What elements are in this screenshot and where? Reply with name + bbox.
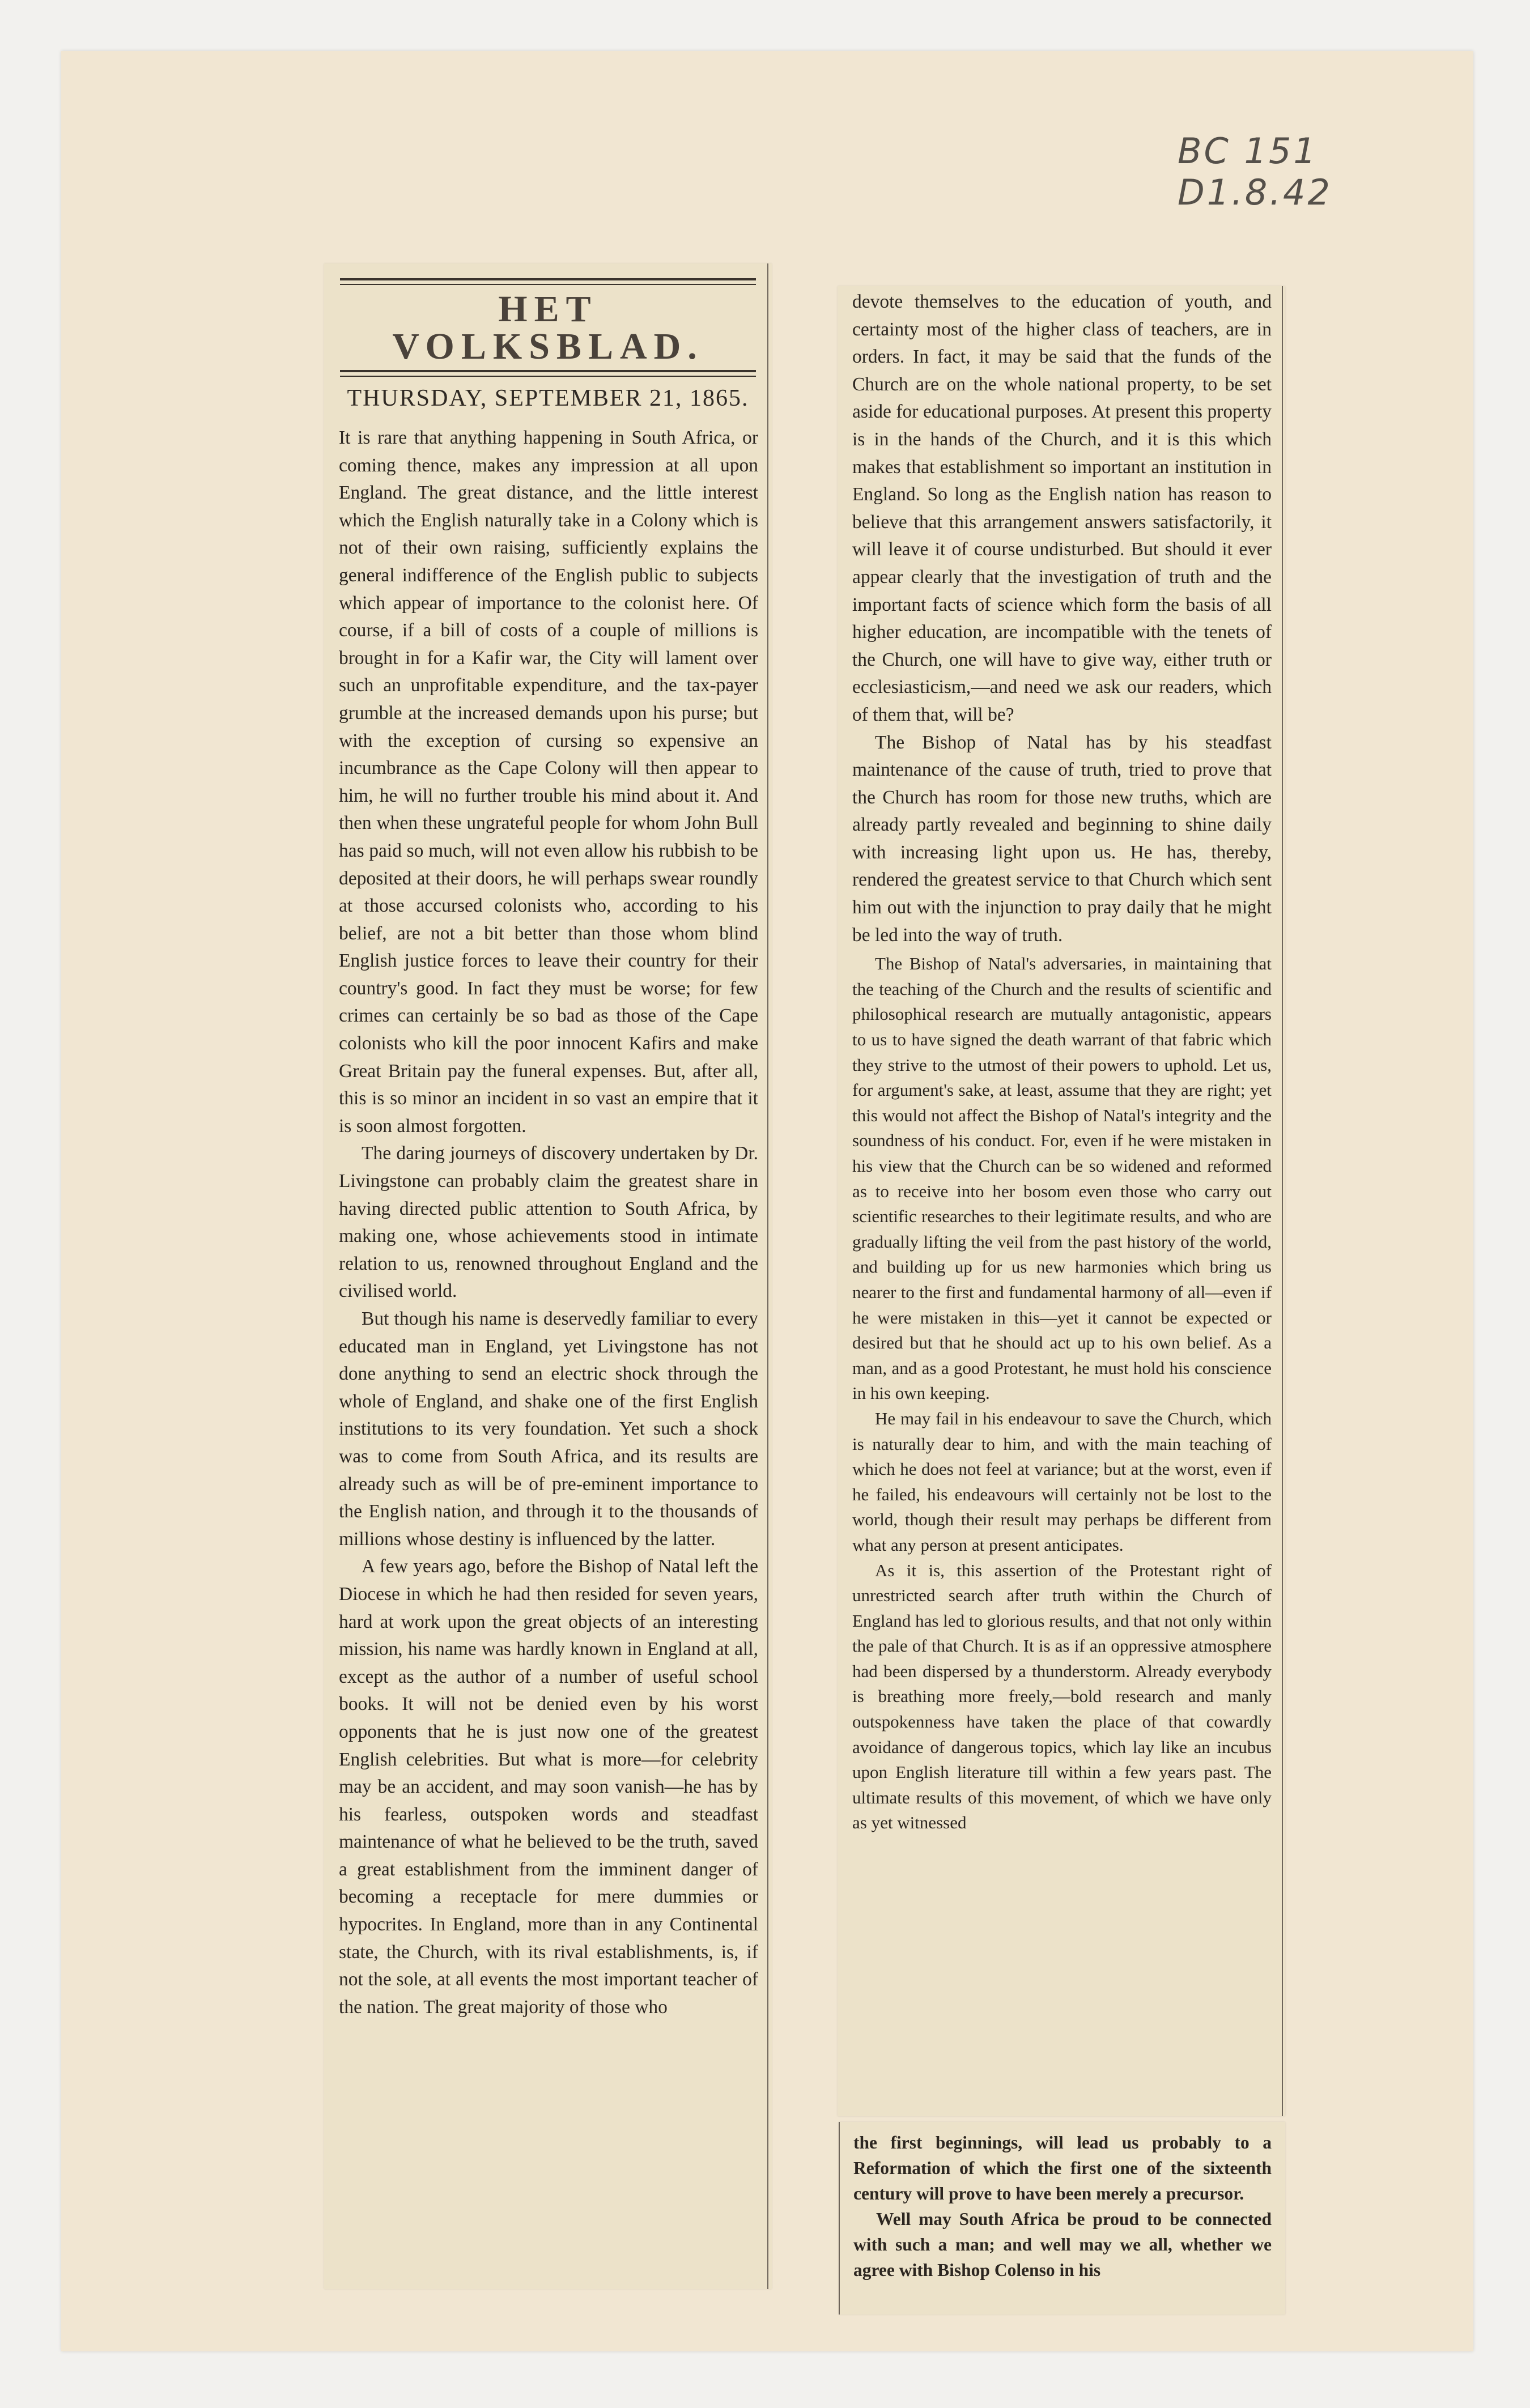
newspaper-title: HET VOLKSBLAD. bbox=[392, 288, 704, 367]
masthead-top-rule bbox=[340, 278, 756, 285]
clipping-left-column bbox=[324, 263, 772, 2289]
paragraph: devote themselves to the education of youth, and certainty most of the higher class of teachers, are in orders. In fact, it may be said that the funds of the Church are on the whole national property, to be set aside for educational purposes. At present this property is in the hands of the Church, and it is this which makes that establishment so important an institution in England. So long as the English nation has reason to believe that this arrangement answers satisfactorily, it will leave it of course undisturbed. But should it ever appear clearly that the investigation of truth and the important facts of science which form the basis of all higher education, are incompatible with the tenets of the Church, one will have to give way, either truth or ecclesiasticism,—and need we ask our readers, which of them that, will be? bbox=[852, 291, 1272, 725]
column-edge-rule bbox=[1282, 286, 1283, 2116]
right-column-text-lower bbox=[838, 949, 1285, 1836]
clipping-right-column bbox=[838, 286, 1285, 2116]
paragraph: The Bishop of Natal has by his steadfast maintenance of the cause of truth, tried to prove that the Church has room for those new truths, which are already partly revealed and beginning to shine daily with increasing light upon us. He has, thereby, rendered the greatest service to that Church which sent him out with the injunction to pray daily that he might be led into the way of truth. bbox=[852, 731, 1272, 946]
paragraph: the first beginnings, will lead us probably to a Reformation of which the first one of the sixteenth century will prove to have been merely a precursor. bbox=[853, 2133, 1272, 2203]
column-edge-rule bbox=[839, 2122, 840, 2315]
dateline: THURSDAY, SEPTEMBER 21, 1865. bbox=[347, 385, 749, 411]
paragraph: The daring journeys of discovery undertaken by Dr. Livingstone can probably claim the greatest share in having directed public attention to South Africa, by making one, whose achievements stood in intimate relation to us, renowned throughout England and the civilised world. bbox=[339, 1143, 758, 1302]
clipping-continuation bbox=[839, 2122, 1285, 2315]
continuation-text bbox=[839, 2122, 1285, 2283]
paragraph: As it is, this assertion of the Protestant right of unrestricted search after truth within the Church of England has led to glorious results, and that not only within the pale of that Church. It is as if an oppressive atmosphere had been dispersed by a thunderstorm. Already everybody is breathing more freely,—bold research and manly outspokenness have taken the place of that cowardly avoidance of dangerous topics, which lay like an incubus upon English literature till within a few years past. The ultimate results of this movement, of which we have only as yet witnessed bbox=[852, 1560, 1272, 1833]
paragraph: He may fail in his endeavour to save the Church, which is naturally dear to him, and with the main teaching of which he does not feel at variance; but at the worst, even if he failed, his endeavours will certainly not be lost to the world, though their result may perhaps be different from what any person at present anticipates. bbox=[852, 1408, 1272, 1555]
left-column-text bbox=[324, 424, 772, 2021]
paragraph: Well may South Africa be proud to be connected with such a man; and well may we all, whether we agree with Bishop Colenso in his bbox=[853, 2209, 1272, 2280]
paragraph: But though his name is deservedly familiar to every educated man in England, yet Livingstone has not done anything to send an electric shock through the whole of England, and shake one of the first English institutions to its very foundation. Yet such a shock was to come from South Africa, and its results are already such as will be of pre-eminent importance to the English nation, and through it to the thousands of millions whose destiny is influenced by the latter. bbox=[339, 1308, 758, 1550]
paragraph: A few years ago, before the Bishop of Natal left the Diocese in which he had then resided for seven years, hard at work upon the great objects of an interesting mission, his name was hardly known in England at all, except as the author of a number of useful school books. It will not be denied even by his worst opponents that he is just now one of the greatest English celebrities. But what is more—for celebrity may be an accident, and may soon vanish—he has by his fearless, outspoken words and steadfast maintenance of what he believed to be the truth, saved a great establishment from the imminent danger of becoming a receptacle for mere dummies or hypocrites. In England, more than in any Continental state, the Church, with its rival establishments, is, if not the sole, at all events the most important teacher of the nation. The great majority of those who bbox=[339, 1556, 758, 2018]
column-edge-rule bbox=[767, 263, 768, 2289]
paragraph: It is rare that anything happening in South Africa, or coming thence, makes any impression at all upon England. The great distance, and the little interest which the English naturally take in a Colony which is not of their own raising, sufficiently explains the general indifference of the English public to subjects which appear of importance to the colonist here. Of course, if a bill of costs of a couple of millions is brought in for a Kafir war, the City will lament over such an unprofitable expenditure, and the tax-payer grumble at the increased demands upon his purse; but with the exception of cursing so expensive an incumbrance as the Cape Colony will then appear to him, he will no further trouble his mind about it. And then when these ungrateful people for whom John Bull has paid so much, will not even allow his rubbish to be deposited at their doors, he will perhaps swear roundly at those accursed colonists who, according to his belief, are not a bit better than those whom blind English justice forces to leave their country for their country's good. In fact they must be worse; for few crimes can certainly be so bad as those of the Cape colonists who kill the poor innocent Kafirs and make Great Britain pay the funeral expenses. But, after all, this is so minor an incident in so vast an empire that it is soon almost forgotten. bbox=[339, 427, 758, 1137]
paragraph: The Bishop of Natal's adversaries, in maintaining that the teaching of the Church and the results of scientific and philosophical research are mutually antagonistic, appears to us to have signed the death warrant of that fabric which they strive to the utmost of their powers to uphold. Let us, for argument's sake, at least, assume that they are right; yet this would not affect the Bishop of Natal's integrity and the soundness of his conduct. For, even if he were mistaken in his view that the Church can be so widened and reformed as to receive into her bosom even those who carry out scientific researches to their legitimate results, and who are gradually lifting the veil from the past history of the world, and building up for us new harmonies which bring us nearer to the first and fundamental harmony of all—even if he were mistaken in this—yet it cannot be expected or desired but that he should act up to his own belief. As a man, and as a good Protestant, he must hold his conscience in his own keeping. bbox=[852, 954, 1272, 1403]
archive-reference: BC 151 D1.8.42 bbox=[1178, 130, 1332, 213]
masthead bbox=[340, 278, 756, 377]
masthead-bottom-rule bbox=[340, 370, 756, 377]
right-column-text-upper bbox=[838, 286, 1285, 949]
